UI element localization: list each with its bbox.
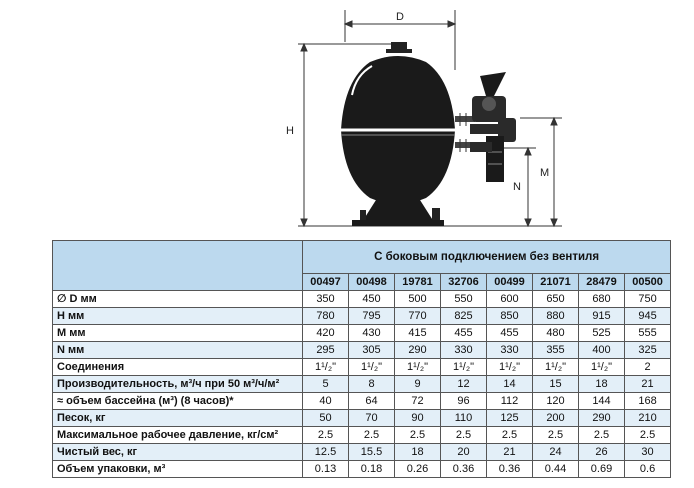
row-label: Чистый вес, кг xyxy=(53,444,303,461)
dimension-n-label: N xyxy=(513,181,521,193)
value-cell: 795 xyxy=(349,308,395,325)
model-header-cell: 19781 xyxy=(395,274,441,291)
value-cell: 0.18 xyxy=(349,461,395,478)
value-cell: 550 xyxy=(441,291,487,308)
value-cell: 945 xyxy=(625,308,671,325)
value-cell: 455 xyxy=(487,325,533,342)
value-cell: 2.5 xyxy=(487,427,533,444)
value-cell: 20 xyxy=(441,444,487,461)
value-cell: 120 xyxy=(533,393,579,410)
value-cell: 168 xyxy=(625,393,671,410)
table-title-row xyxy=(53,241,671,274)
value-cell: 0.44 xyxy=(533,461,579,478)
spec-table xyxy=(52,240,671,478)
value-cell: 825 xyxy=(441,308,487,325)
value-cell: 0.69 xyxy=(579,461,625,478)
table-row xyxy=(53,359,671,376)
value-cell: 430 xyxy=(349,325,395,342)
table-row xyxy=(53,342,671,359)
value-cell: 330 xyxy=(487,342,533,359)
value-cell: 1¹/₂" xyxy=(303,359,349,376)
value-cell: 0.13 xyxy=(303,461,349,478)
value-cell: 355 xyxy=(533,342,579,359)
table-row xyxy=(53,444,671,461)
row-label: Объем упаковки, м³ xyxy=(53,461,303,478)
value-cell: 5 xyxy=(303,376,349,393)
model-header-cell: 00498 xyxy=(349,274,395,291)
value-cell: 1¹/₂" xyxy=(579,359,625,376)
table-title: С боковым подключением без вентиля xyxy=(303,241,671,274)
value-cell: 210 xyxy=(625,410,671,427)
value-cell: 0.36 xyxy=(487,461,533,478)
model-header-cell: 21071 xyxy=(533,274,579,291)
value-cell: 72 xyxy=(395,393,441,410)
value-cell: 110 xyxy=(441,410,487,427)
value-cell: 915 xyxy=(579,308,625,325)
value-cell: 295 xyxy=(303,342,349,359)
row-label: Соединения xyxy=(53,359,303,376)
value-cell: 290 xyxy=(579,410,625,427)
row-label: M мм xyxy=(53,325,303,342)
value-cell: 18 xyxy=(395,444,441,461)
value-cell: 450 xyxy=(349,291,395,308)
value-cell: 2 xyxy=(625,359,671,376)
value-cell: 555 xyxy=(625,325,671,342)
value-cell: 680 xyxy=(579,291,625,308)
value-cell: 1¹/₂" xyxy=(349,359,395,376)
filter-drawing xyxy=(0,0,694,240)
value-cell: 50 xyxy=(303,410,349,427)
value-cell: 600 xyxy=(487,291,533,308)
value-cell: 0.36 xyxy=(441,461,487,478)
value-cell: 780 xyxy=(303,308,349,325)
value-cell: 9 xyxy=(395,376,441,393)
value-cell: 420 xyxy=(303,325,349,342)
table-row xyxy=(53,427,671,444)
value-cell: 70 xyxy=(349,410,395,427)
value-cell: 305 xyxy=(349,342,395,359)
value-cell: 750 xyxy=(625,291,671,308)
value-cell: 1¹/₂" xyxy=(395,359,441,376)
value-cell: 455 xyxy=(441,325,487,342)
row-label: ≈ объем бассейна (м³) (8 часов)* xyxy=(53,393,303,410)
value-cell: 2.5 xyxy=(579,427,625,444)
value-cell: 650 xyxy=(533,291,579,308)
value-cell: 12.5 xyxy=(303,444,349,461)
value-cell: 770 xyxy=(395,308,441,325)
side-valve xyxy=(455,72,516,182)
value-cell: 415 xyxy=(395,325,441,342)
model-header-cell: 00500 xyxy=(625,274,671,291)
value-cell: 40 xyxy=(303,393,349,410)
model-header-cell: 00499 xyxy=(487,274,533,291)
value-cell: 30 xyxy=(625,444,671,461)
value-cell: 24 xyxy=(533,444,579,461)
value-cell: 2.5 xyxy=(441,427,487,444)
value-cell: 112 xyxy=(487,393,533,410)
table-row xyxy=(53,291,671,308)
value-cell: 1¹/₂" xyxy=(533,359,579,376)
value-cell: 18 xyxy=(579,376,625,393)
value-cell: 880 xyxy=(533,308,579,325)
value-cell: 350 xyxy=(303,291,349,308)
value-cell: 0.6 xyxy=(625,461,671,478)
table-row xyxy=(53,308,671,325)
value-cell: 290 xyxy=(395,342,441,359)
dimension-m-label: M xyxy=(540,167,550,179)
value-cell: 480 xyxy=(533,325,579,342)
row-label: ∅ D мм xyxy=(53,291,303,308)
dimension-h-label: H xyxy=(286,125,294,137)
value-cell: 1¹/₂" xyxy=(441,359,487,376)
value-cell: 96 xyxy=(441,393,487,410)
value-cell: 8 xyxy=(349,376,395,393)
value-cell: 64 xyxy=(349,393,395,410)
value-cell: 0.26 xyxy=(395,461,441,478)
table-row xyxy=(53,461,671,478)
dimension-d-label: D xyxy=(396,11,404,23)
value-cell: 325 xyxy=(625,342,671,359)
row-label: N мм xyxy=(53,342,303,359)
table-row xyxy=(53,376,671,393)
value-cell: 144 xyxy=(579,393,625,410)
value-cell: 125 xyxy=(487,410,533,427)
value-cell: 21 xyxy=(625,376,671,393)
row-label: H мм xyxy=(53,308,303,325)
model-header-cell: 00497 xyxy=(303,274,349,291)
value-cell: 2.5 xyxy=(533,427,579,444)
value-cell: 200 xyxy=(533,410,579,427)
row-label: Максимальное рабочее давление, кг/см² xyxy=(53,427,303,444)
table-row xyxy=(53,410,671,427)
table-row xyxy=(53,325,671,342)
value-cell: 90 xyxy=(395,410,441,427)
value-cell: 15 xyxy=(533,376,579,393)
model-header-cell: 28479 xyxy=(579,274,625,291)
model-header-cell: 32706 xyxy=(441,274,487,291)
row-label: Производительность, м³/ч при 50 м³/ч/м² xyxy=(53,376,303,393)
value-cell: 14 xyxy=(487,376,533,393)
value-cell: 400 xyxy=(579,342,625,359)
value-cell: 26 xyxy=(579,444,625,461)
value-cell: 2.5 xyxy=(349,427,395,444)
value-cell: 2.5 xyxy=(625,427,671,444)
value-cell: 15.5 xyxy=(349,444,395,461)
table-row xyxy=(53,393,671,410)
value-cell: 2.5 xyxy=(395,427,441,444)
filter-tank xyxy=(341,42,455,226)
value-cell: 1¹/₂" xyxy=(487,359,533,376)
value-cell: 21 xyxy=(487,444,533,461)
row-label: Песок, кг xyxy=(53,410,303,427)
value-cell: 330 xyxy=(441,342,487,359)
value-cell: 525 xyxy=(579,325,625,342)
value-cell: 12 xyxy=(441,376,487,393)
value-cell: 2.5 xyxy=(303,427,349,444)
value-cell: 850 xyxy=(487,308,533,325)
table-corner-cell xyxy=(53,241,303,291)
value-cell: 500 xyxy=(395,291,441,308)
